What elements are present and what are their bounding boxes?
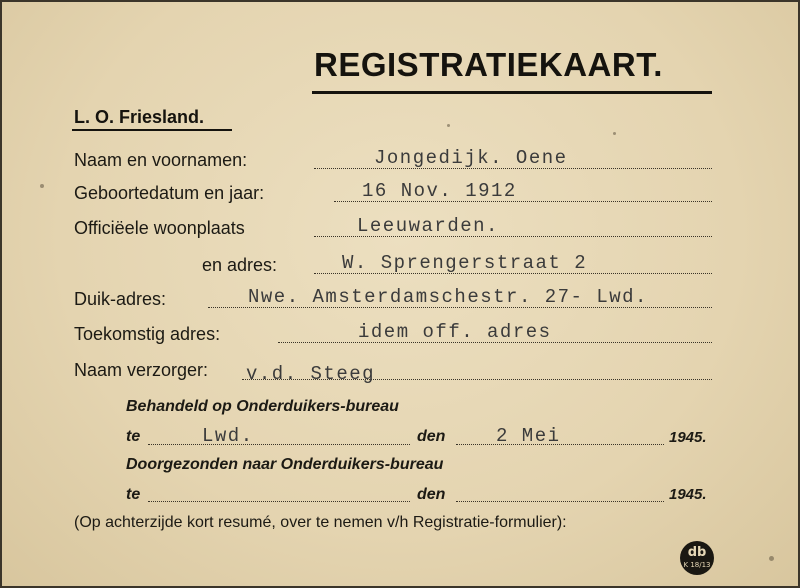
forwarded-te-line	[148, 501, 410, 502]
caretaker-value: v.d. Steeg	[246, 363, 376, 385]
hiding-address-label: Duik-adres:	[74, 289, 167, 309]
address-label: en adres:	[202, 255, 278, 275]
printer-logo-main: db	[687, 545, 707, 560]
printer-logo	[680, 541, 714, 575]
processed-te-label: te	[126, 428, 141, 445]
future-address-label: Toekomstig adres:	[74, 324, 221, 344]
forwarded-te-label: te	[126, 486, 141, 503]
processed-year: 1945.	[669, 429, 707, 446]
footer-note: (Op achterzijde kort resumé, over te nemen v/h Registratie-formulier):	[74, 514, 567, 531]
name-label: Naam en voornamen:	[74, 150, 248, 170]
processed-den-label: den	[417, 428, 446, 445]
forwarded-year: 1945.	[669, 486, 707, 503]
name-value: Jongedijk. Oene	[374, 147, 568, 169]
organization-label: L. O. Friesland.	[74, 107, 205, 127]
birth-label: Geboortedatum en jaar:	[74, 183, 265, 203]
card-title: REGISTRATIEKAART.	[314, 46, 663, 83]
address-value: W. Sprengerstraat 2	[342, 252, 588, 274]
birth-value: 16 Nov. 1912	[362, 180, 517, 202]
paper-spot	[769, 556, 774, 561]
paper-spot	[613, 132, 616, 135]
title-underline	[312, 91, 712, 94]
caretaker-label: Naam verzorger:	[74, 360, 209, 380]
residence-label: Officiëele woonplaats	[74, 218, 245, 238]
hiding-address-value: Nwe. Amsterdamschestr. 27- Lwd.	[248, 286, 648, 308]
processed-heading: Behandeld op Onderduikers-bureau	[126, 398, 399, 415]
processed-te-value: Lwd.	[202, 425, 254, 447]
processed-te-line	[148, 444, 410, 445]
processed-den-value: 2 Mei	[496, 425, 561, 447]
forwarded-den-label: den	[417, 486, 446, 503]
forwarded-den-line	[456, 501, 664, 502]
future-address-value: idem off. adres	[358, 321, 552, 343]
organization-underline	[72, 129, 232, 131]
printer-logo-sub: K 18/13	[683, 561, 711, 569]
residence-value: Leeuwarden.	[357, 215, 499, 237]
paper-spot	[40, 184, 44, 188]
paper-spot	[447, 124, 450, 127]
forwarded-heading: Doorgezonden naar Onderduikers-bureau	[126, 456, 444, 473]
